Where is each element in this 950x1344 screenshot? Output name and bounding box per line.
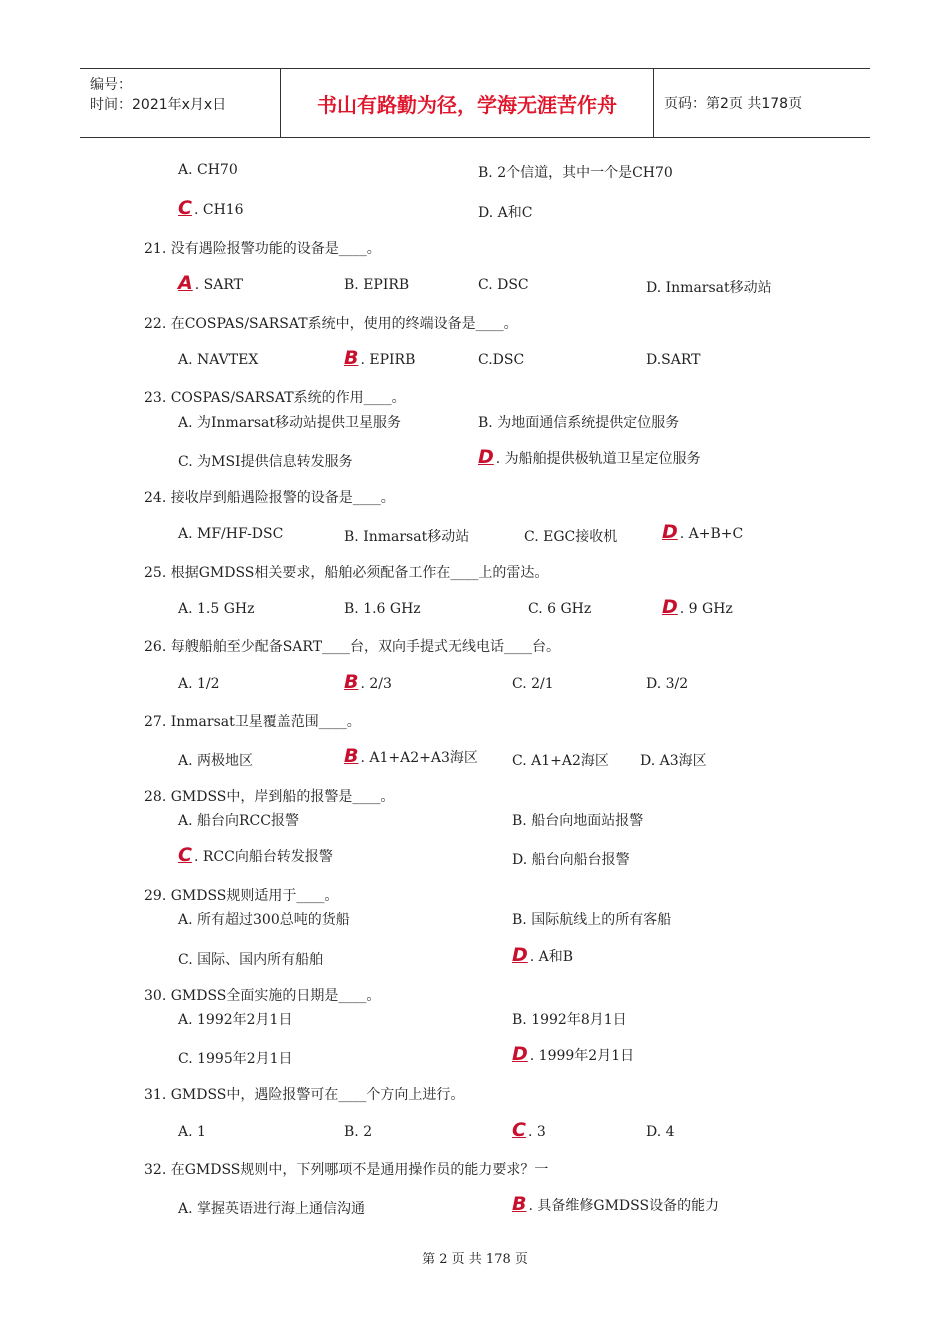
motto: 书山有路勤为径，学海无涯苦作舟 [281, 69, 654, 137]
option-text: D. Inmarsat移动站 [646, 280, 772, 296]
answer-option [178, 676, 220, 692]
option-text: D. 4 [646, 1124, 675, 1140]
option-text: C. 1995年2月1日 [178, 1051, 293, 1067]
page-footer: 第 2 页 共 178 页 [422, 1252, 528, 1267]
question-text: 29. GMDSS规则适用于____。 [144, 888, 339, 904]
option-text: . A1+A2+A3海区 [360, 750, 478, 766]
option-text: . A和B [529, 949, 574, 965]
answer-mark: B [512, 1193, 527, 1215]
answer-option [178, 949, 323, 969]
answer-option [178, 601, 255, 617]
option-text: . CH16 [193, 202, 244, 218]
answer-option [512, 1193, 719, 1215]
option-text: B. 船台向地面站报警 [512, 813, 644, 829]
answer-option [478, 162, 673, 182]
option-text: . 2/3 [360, 676, 392, 692]
answer-mark: D [662, 596, 678, 618]
question-text: 32. 在GMDSS规则中，下列哪项不是通用操作员的能力要求？一 [144, 1162, 549, 1178]
option-text: C. A1+A2海区 [512, 753, 609, 769]
question-text: 23. COSPAS/SARSAT系统的作用____。 [144, 390, 406, 406]
option-text: D. 船台向船台报警 [512, 852, 630, 868]
answer-mark: D [512, 1043, 528, 1065]
answer-mark: B [344, 745, 359, 767]
option-text: A. 两极地区 [178, 753, 254, 769]
answer-option [178, 810, 299, 830]
option-text: . A+B+C [679, 526, 744, 542]
option-text: . 3 [527, 1124, 546, 1140]
option-text: . 9 GHz [679, 601, 733, 617]
question-text: 27. Inmarsat卫星覆盖范围____。 [144, 714, 361, 730]
option-text: A. MF/HF-DSC [178, 526, 284, 542]
option-text: B. 2 [344, 1124, 373, 1140]
answer-option [344, 671, 392, 693]
answer-option [344, 277, 409, 293]
page-label: 页码：第2页 共178页 [664, 96, 803, 112]
option-text: D.SART [646, 352, 701, 368]
answer-option [178, 272, 243, 294]
option-text: A. 1.5 GHz [178, 601, 255, 617]
answer-option [512, 1119, 546, 1141]
answer-option [344, 526, 469, 546]
answer-option [646, 277, 772, 297]
option-text: . SART [194, 277, 243, 293]
answer-option [178, 526, 283, 542]
question-text: 25. 根据GMDSS相关要求，船舶必须配备工作在____上的雷达。 [144, 565, 549, 581]
option-text: A. CH70 [178, 162, 238, 178]
option-text: A. 掌握英语进行海上通信沟通 [178, 1201, 366, 1217]
option-text: D. A和C [478, 205, 533, 221]
answer-mark: C [178, 844, 192, 866]
option-text: B. 2个信道，其中一个是CH70 [478, 165, 673, 181]
answer-option [512, 676, 554, 692]
answer-option [178, 412, 401, 432]
answer-mark: B [344, 347, 359, 369]
answer-option [512, 1009, 627, 1029]
answer-option [178, 162, 238, 178]
answer-option [478, 277, 529, 293]
answer-option [512, 944, 573, 966]
code-label: 编号： [90, 77, 132, 93]
option-text: A. 1 [178, 1124, 206, 1140]
answer-option [344, 1124, 372, 1140]
answer-option [512, 849, 630, 869]
option-text: A. 为Inmarsat移动站提供卫星服务 [178, 415, 402, 431]
answer-option [478, 446, 701, 468]
header-info-cell [80, 69, 281, 137]
option-text: B. EPIRB [344, 277, 410, 293]
answer-mark: C [512, 1119, 526, 1141]
question-text: 26. 每艘船舶至少配备SART____台，双向手提式无线电话____台。 [144, 639, 561, 655]
option-text: C. 为MSI提供信息转发服务 [178, 454, 353, 470]
answer-option [178, 352, 258, 368]
answer-mark: A [178, 272, 193, 294]
question-text: 21. 没有遇险报警功能的设备是____。 [144, 241, 381, 257]
question-text: 24. 接收岸到船遇险报警的设备是____。 [144, 490, 395, 506]
option-text: A. 1992年2月1日 [178, 1012, 293, 1028]
page-header [80, 68, 870, 138]
option-text: . 1999年2月1日 [529, 1048, 635, 1064]
answer-mark: D [512, 944, 528, 966]
answer-option [646, 1124, 675, 1140]
answer-option [478, 352, 524, 368]
answer-option [646, 676, 688, 692]
question-text: 30. GMDSS全面实施的日期是____。 [144, 988, 381, 1004]
option-text: A. NAVTEX [178, 352, 259, 368]
answer-option [646, 352, 701, 368]
answer-option [512, 1043, 634, 1065]
option-text: B. 1.6 GHz [344, 601, 421, 617]
question-text: 22. 在COSPAS/SARSAT系统中，使用的终端设备是____。 [144, 316, 518, 332]
time-label: 时间：2021年x月x日 [90, 97, 227, 113]
option-text: C. 国际、国内所有船舶 [178, 952, 324, 968]
option-text: . 为船舶提供极轨道卫星定位服务 [495, 451, 701, 467]
answer-option [524, 526, 617, 546]
answer-option [512, 909, 671, 929]
option-text: C. 6 GHz [528, 601, 592, 617]
option-text: C. 2/1 [512, 676, 554, 692]
answer-option [662, 521, 743, 543]
answer-option [178, 909, 350, 929]
option-text: C.DSC [478, 352, 525, 368]
answer-option [478, 202, 532, 222]
option-text: D. A3海区 [640, 753, 707, 769]
option-text: A. 1/2 [178, 676, 220, 692]
answer-option [178, 844, 333, 866]
option-text: B. 国际航线上的所有客船 [512, 912, 672, 928]
option-text: C. DSC [478, 277, 529, 293]
question-text: 31. GMDSS中，遇险报警可在____个方向上进行。 [144, 1087, 465, 1103]
answer-option [178, 1009, 292, 1029]
answer-option [344, 601, 421, 617]
answer-option [178, 451, 353, 471]
answer-option [178, 197, 244, 219]
answer-option [178, 750, 253, 770]
option-text: . RCC向船台转发报警 [193, 849, 333, 865]
answer-option [478, 412, 679, 432]
answer-option [178, 1198, 365, 1218]
answer-option [178, 1048, 293, 1068]
option-text: C. EGC接收机 [524, 529, 618, 545]
answer-option [640, 750, 707, 770]
option-text: B. 1992年8月1日 [512, 1012, 627, 1028]
option-text: B. 为地面通信系统提供定位服务 [478, 415, 680, 431]
option-text: . 具备维修GMDSS设备的能力 [528, 1198, 720, 1214]
question-text: 28. GMDSS中，岸到船的报警是____。 [144, 789, 395, 805]
option-text: . EPIRB [360, 352, 416, 368]
answer-option [344, 745, 478, 767]
option-text: D. 3/2 [646, 676, 689, 692]
answer-option [512, 750, 609, 770]
answer-option [662, 596, 733, 618]
answer-option [178, 1124, 206, 1140]
answer-option [512, 810, 643, 830]
answer-mark: B [344, 671, 359, 693]
answer-mark: C [178, 197, 192, 219]
option-text: B. Inmarsat移动站 [344, 529, 470, 545]
option-text: A. 船台向RCC报警 [178, 813, 299, 829]
answer-mark: D [478, 446, 494, 468]
answer-mark: D [662, 521, 678, 543]
option-text: A. 所有超过300总吨的货船 [178, 912, 350, 928]
answer-option [344, 347, 415, 369]
answer-option [528, 601, 591, 617]
